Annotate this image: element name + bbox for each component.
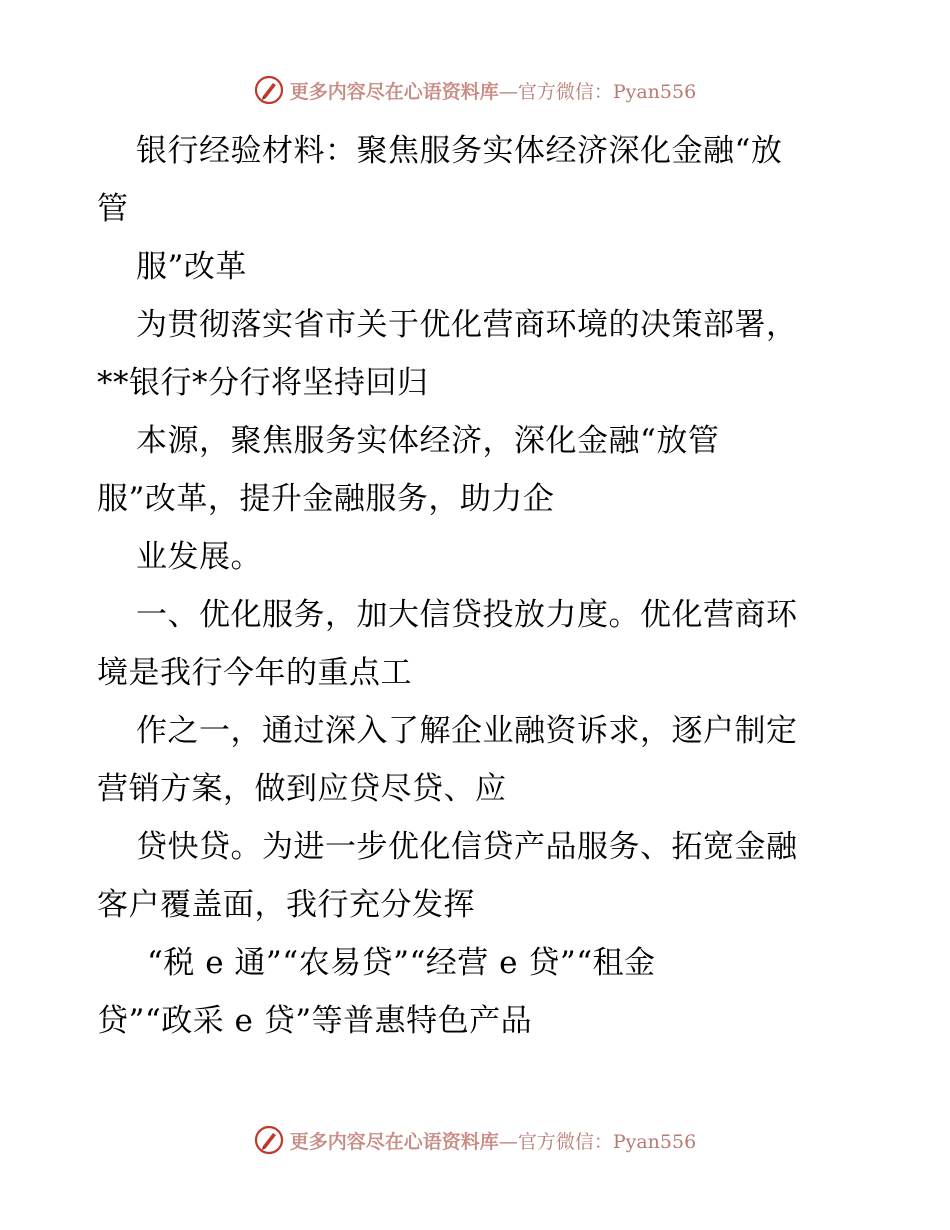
paragraph-line: 客户覆盖面，我行充分发挥 — [97, 887, 475, 923]
watermark-text: 更多内容尽在心语资料库—官方微信：Pyan556 — [289, 80, 697, 103]
paragraph-line: 作之一，通过深入了解企业融资诉求，逐户制定 — [136, 713, 798, 749]
pen-logo-icon — [254, 1125, 284, 1155]
doc-title-line: 服”改革 — [136, 249, 247, 285]
watermark-text: 更多内容尽在心语资料库—官方微信：Pyan556 — [289, 1130, 697, 1153]
doc-title-line: 银行经验材料：聚焦服务实体经济深化金融“放 — [136, 133, 783, 169]
paragraph-line: 业发展。 — [136, 539, 262, 575]
header-watermark — [0, 70, 950, 110]
paragraph-line: 为贯彻落实省市关于优化营商环境的决策部署， — [136, 307, 798, 343]
document-body — [97, 122, 857, 1050]
paragraph-line: 本源，聚焦服务实体经济，深化金融“放管 — [136, 423, 720, 459]
paragraph-line: 营销方案，做到应贷尽贷、应 — [97, 771, 507, 807]
footer-watermark — [0, 1120, 950, 1160]
doc-title-line: 管 — [97, 191, 129, 227]
pen-logo-icon — [254, 75, 284, 105]
paragraph-line: 境是我行今年的重点工 — [97, 655, 412, 691]
paragraph-line: **银行*分行将坚持回归 — [97, 365, 429, 401]
paragraph-line: 服”改革，提升金融服务，助力企 — [97, 481, 555, 517]
paragraph-line: 贷”“政采 e 贷”等普惠特色产品 — [97, 1003, 533, 1039]
paragraph-line: “税 e 通”“农易贷”“经营 e 贷”“租金 — [147, 945, 656, 981]
paragraph-line: 一、优化服务，加大信贷投放力度。优化营商环 — [136, 597, 798, 633]
paragraph-line: 贷快贷。为进一步优化信贷产品服务、拓宽金融 — [136, 829, 798, 865]
